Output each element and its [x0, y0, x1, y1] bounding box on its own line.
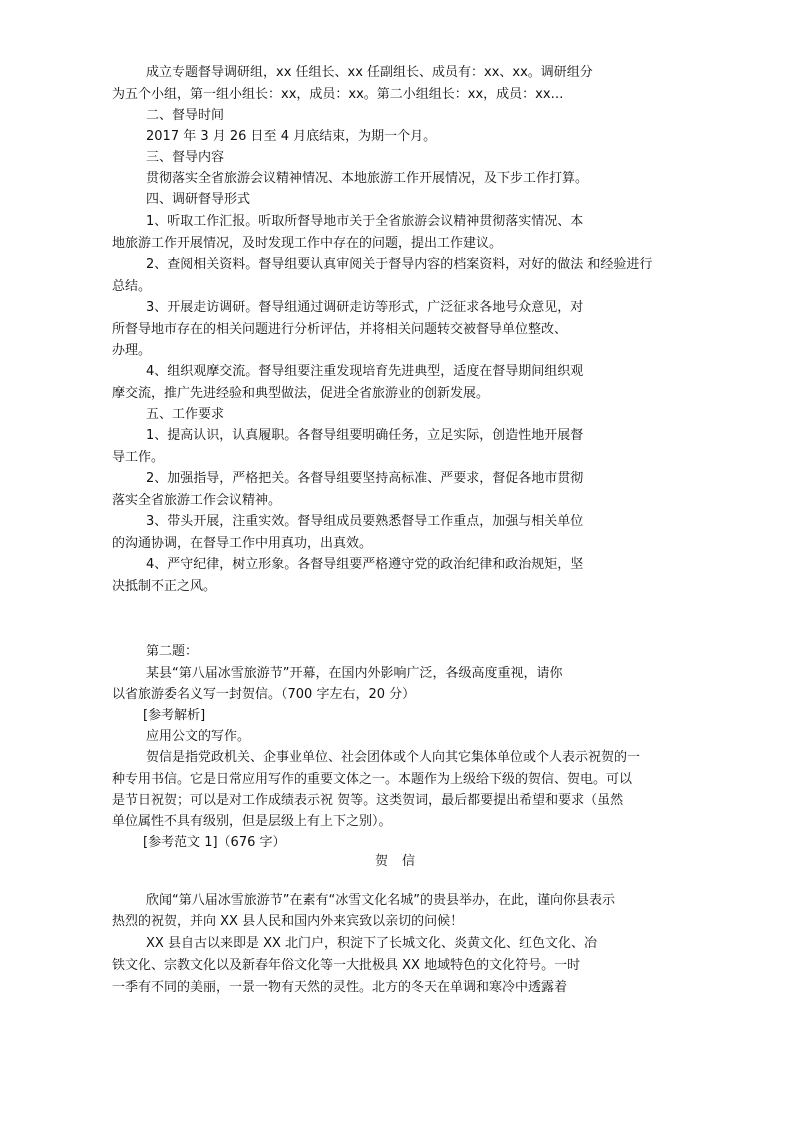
heading-line: 四、调研督导形式 [146, 192, 251, 207]
paragraph-line: 决抵制不正之风。 [112, 579, 217, 594]
paragraph-line: 导工作。 [112, 450, 165, 465]
paragraph-line: 落实全省旅游工作会议精神。 [112, 493, 282, 508]
paragraph-line: 1、听取工作汇报。听取所督导地市关于全省旅游会议精神贯彻落实情况、本 [146, 214, 584, 229]
paragraph-line: 为五个小组，第一组小组长：xx，成员：xx。第二小组组长：xx，成员：xx… [112, 87, 564, 102]
paragraph-line: 某县“第八届冰雪旅游节”开幕，在国内外影响广泛，各级高度重视，请你 [146, 666, 563, 681]
paragraph-line: 一季有不同的美丽，一景一物有天然的灵性。北方的冬天在单调和寒冷中透露着 [112, 980, 568, 995]
question-heading: 第二题： [146, 644, 199, 659]
paragraph-line: 的沟通协调，在督导工作中用真功，出真效。 [112, 536, 373, 551]
paragraph-line: 铁文化、宗教文化以及新春年俗文化等一大批极具 XX 地域特色的文化符号。一时 [112, 958, 581, 973]
paragraph-line: 办理。 [112, 343, 152, 358]
paragraph-line: 以省旅游委名义写一封贺信。（700 字左右，20 分） [112, 687, 416, 702]
paragraph-line: XX 县自古以来即是 XX 北门户，积淀下了长城文化、炎黄文化、红色文化、冶 [146, 936, 598, 951]
heading-line: 二、督导时间 [146, 108, 225, 123]
paragraph-line: 贯彻落实全省旅游会议精神情况、本地旅游工作开展情况，及下步工作打算。 [146, 171, 589, 186]
paragraph-line: 2017 年 3 月 26 日至 4 月底结束，为期一个月。 [146, 129, 437, 144]
paragraph-line: 4、组织观摩交流。督导组要注重发现培育先进典型，适度在督导期间组织观 [146, 364, 584, 379]
paragraph-line: 种专用书信。它是日常应用写作的重要文体之一。本题作为上级给下级的贺信、贺电。可以 [112, 772, 633, 787]
paragraph-line: 欣闻“第八届冰雪旅游节”在素有“冰雪文化名城”的贵县举办，在此，谨向你县表示 [146, 893, 615, 908]
paragraph-line: 2、查阅相关资料。督导组要认真审阅关于督导内容的档案资料，对好的做法 和经验进行 [146, 257, 653, 272]
heading-line: [参考解析] [143, 708, 206, 723]
paragraph-line: 摩交流，推广先进经验和典型做法，促进全省旅游业的创新发展。 [112, 386, 490, 401]
paragraph-line: 所督导地市存在的相关问题进行分析评估，并将相关问题转交被督导单位整改、 [112, 322, 568, 337]
paragraph-line: 是节日祝贺；可以是对工作成绩表示祝 贺等。这类贺词，最后都要提出希望和要求（虽然 [112, 793, 624, 808]
paragraph-line: 2、加强指导，严格把关。各督导组要坚持高标准、严要求，督促各地市贯彻 [146, 471, 584, 486]
paragraph-line: 3、带头开展，注重实效。督导组成员要熟悉督导工作重点，加强与相关单位 [146, 514, 584, 529]
paragraph-line: 1、提高认识，认真履职。各督导组要明确任务，立足实际，创造性地开展督 [146, 428, 584, 443]
paragraph-line: 总结。 [112, 279, 152, 294]
letter-title: 贺信 [375, 854, 430, 869]
heading-line: [参考范文 1]（676 字） [143, 835, 286, 850]
paragraph-line: 贺信是指党政机关、企事业单位、社会团体或个人向其它集体单位或个人表示祝贺的一 [146, 750, 641, 765]
paragraph-line: 地旅游工作开展情况，及时发现工作中存在的问题，提出工作建议。 [112, 236, 503, 251]
paragraph-line: 成立专题督导调研组，xx 任组长、xx 任副组长、成员有：xx、xx。调研组分 [146, 65, 593, 80]
paragraph-line: 4、严守纪律，树立形象。各督导组要严格遵守党的政治纪律和政治规矩，坚 [146, 557, 584, 572]
heading-line: 三、督导内容 [146, 150, 225, 165]
heading-line: 五、工作要求 [146, 407, 225, 422]
paragraph-line: 热烈的祝贺，并向 XX 县人民和国内外来宾致以亲切的问候！ [112, 914, 464, 929]
paragraph-line: 单位属性不具有级别，但是层级上有上下之别）。 [112, 814, 392, 829]
paragraph-line: 3、开展走访调研。督导组通过调研走访等形式，广泛征求各地号众意见，对 [146, 300, 584, 315]
paragraph-line: 应用公文的写作。 [146, 729, 251, 744]
